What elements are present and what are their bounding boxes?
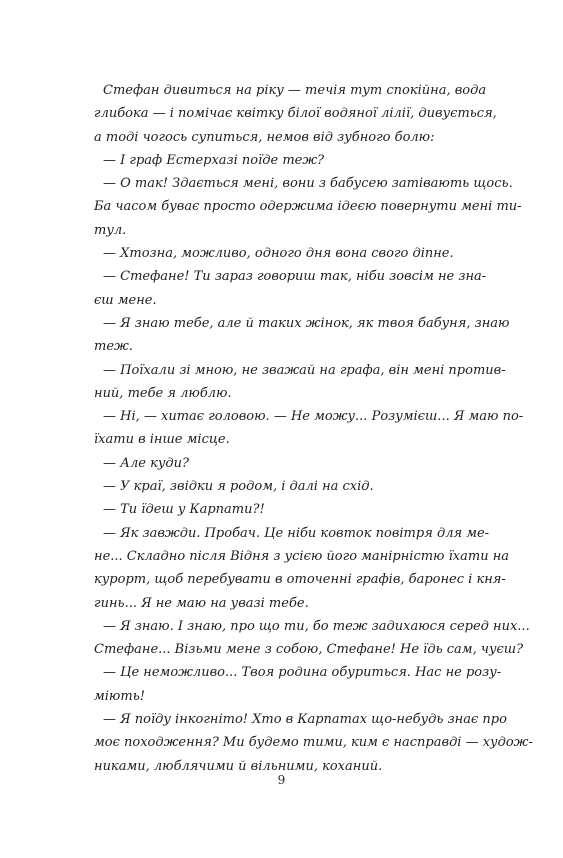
text-line: — Я знаю. І знаю, про що ти, бо теж задихаюся серед них... — [103, 618, 530, 634]
text-line: — Поїхали зі мною, не зважай на графа, він мені против- — [103, 362, 506, 378]
text-line: — Я поїду інкогніто! Хто в Карпатах що-небудь знає про — [103, 712, 507, 728]
text-line: Стефан дивиться на ріку — течія тут спокійна, вода — [103, 83, 487, 98]
text-line: курорт, щоб перебувати в оточенні графів, баронес і кня- — [94, 572, 506, 588]
text-line: не... Складно після Відня з усією його манірністю їхати на — [94, 548, 510, 564]
text-line: єш мене. — [94, 292, 157, 308]
text-line: — О так! Здається мені, вони з бабусею затівають щось. — [103, 176, 513, 192]
text-line: тул. — [94, 222, 127, 238]
text-line: — Ти їдеш у Карпати?! — [103, 502, 265, 518]
text-line: — Я знаю тебе, але й таких жінок, як твоя бабуня, знаю — [103, 315, 510, 331]
text-line: никами, люблячими й вільними, коханий. — [94, 758, 383, 774]
body-text — [94, 79, 533, 778]
text-line: гинь... Я не маю на увазі тебе. — [94, 595, 309, 611]
page-number: 9 — [277, 773, 286, 787]
text-line: глибока — і помічає квітку білої водяної лілії, дивується, — [94, 106, 497, 122]
text-line: теж. — [94, 339, 133, 355]
text-line: — Це неможливо... Твоя родина обуриться. Нас не розу- — [103, 665, 502, 681]
text-line: їхати в інше місце. — [94, 432, 230, 448]
text-line: Ба часом буває просто одержима ідеєю повернути мені ти- — [94, 199, 522, 215]
text-line: міють! — [94, 688, 146, 704]
text-line: — Ні, — хитає головою. — Не можу... Розумієш... Я маю по- — [103, 409, 524, 425]
text-line: — У краї, звідки я родом, і далі на схід. — [103, 479, 374, 495]
text-line: моє походження? Ми будемо тими, ким є насправді — худож- — [94, 735, 533, 751]
text-line: а тоді чогось супиться, немов від зубного болю: — [94, 129, 435, 145]
text-line: ний, тебе я люблю. — [94, 385, 232, 401]
text-line: — Стефане! Ти зараз говориш так, ніби зовсім не зна- — [103, 269, 487, 285]
text-line: — Хтозна, можливо, одного дня вона свого діпне. — [103, 246, 454, 262]
text-line: Стефане... Візьми мене з собою, Стефане! Не їдь сам, чуєш? — [94, 642, 524, 658]
text-line: — І граф Естерхазі поїде теж? — [103, 152, 325, 168]
text-line: — Але куди? — [103, 455, 189, 471]
text-line: — Як завжди. Пробач. Це ніби ковток повітря для ме- — [103, 525, 490, 541]
